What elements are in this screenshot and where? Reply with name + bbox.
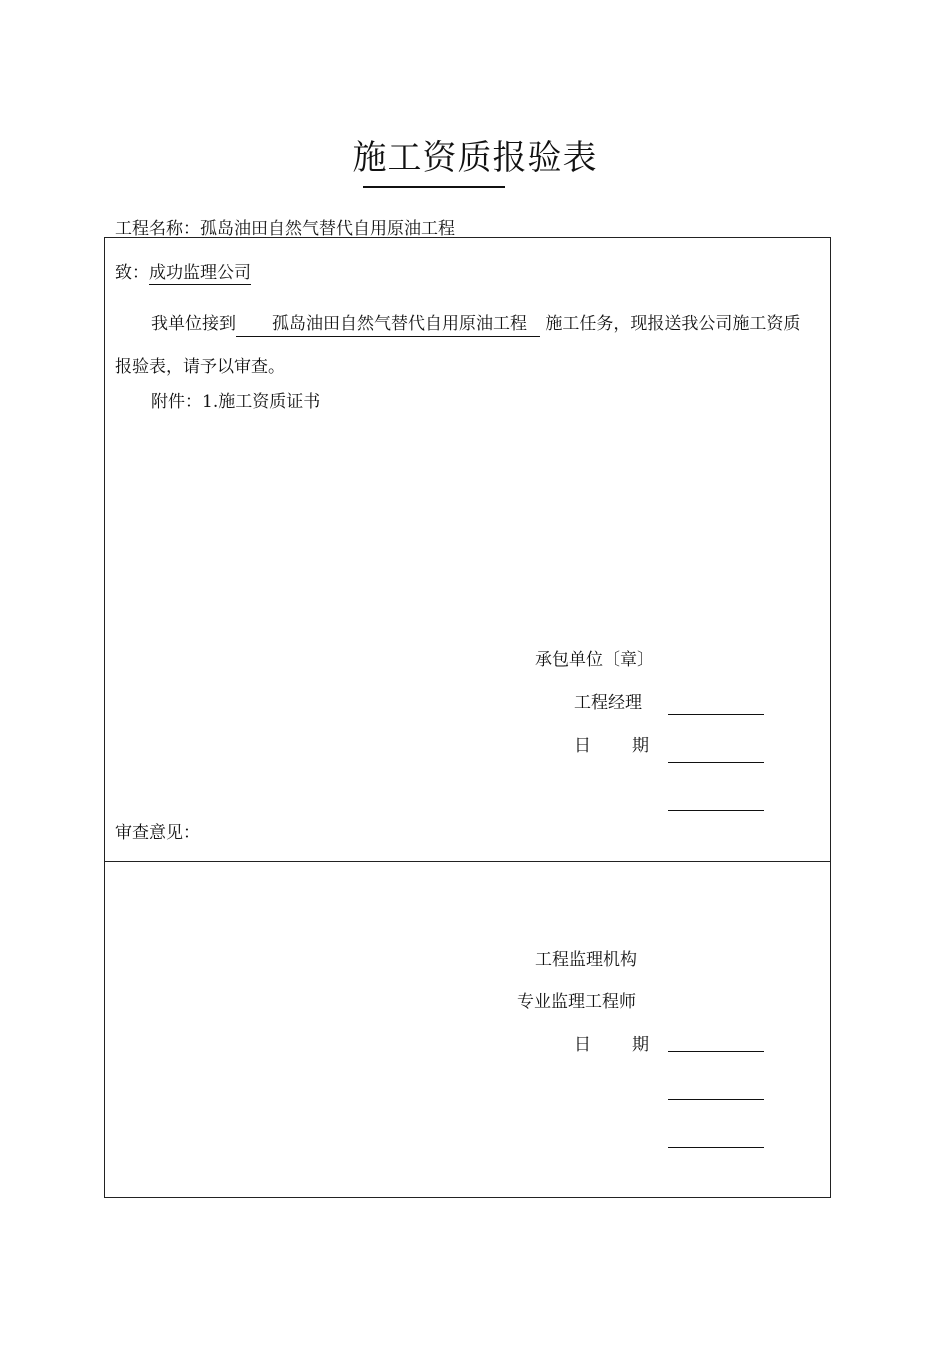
supervision-org-label: 工程监理机构 [535, 950, 637, 970]
addressee-value: 成功监理公司 [149, 263, 251, 283]
page-title: 施工资质报验表 [352, 138, 598, 178]
contractor-date-line[interactable] [668, 762, 764, 763]
letter-body-project: 孤岛油田自然气替代自用原油工程 [236, 312, 540, 337]
title-underline [363, 186, 505, 188]
supervisor-date-char-1: 日 [574, 1035, 591, 1055]
addressee-label: 致： [115, 263, 149, 283]
project-label: 工程名称： [115, 219, 200, 239]
contractor-date-char-1: 日 [574, 736, 591, 756]
contractor-unit-label: 承包单位〔章〕 [535, 650, 654, 670]
supervisor-date-line[interactable] [668, 1051, 764, 1052]
project-name: 孤岛油田自然气替代自用原油工程 [200, 219, 455, 239]
project-manager-signature-line[interactable] [668, 714, 764, 715]
contractor-date-char-2: 期 [632, 736, 649, 756]
supervisor-extra-line-1[interactable] [668, 1099, 764, 1100]
letter-body [115, 303, 815, 389]
contractor-extra-line[interactable] [668, 810, 764, 811]
supervision-engineer-label: 专业监理工程师 [517, 992, 636, 1012]
letter-body-prefix: 我单位接到 [151, 314, 236, 334]
review-opinion-label: 审查意见： [115, 823, 200, 843]
letter-body-suffix: 施工任务，现报送我公司施工资质报验表，请予以审查。 [115, 314, 801, 377]
addressee-line [115, 260, 251, 286]
supervisor-date-char-2: 期 [632, 1035, 649, 1055]
attachment-line: 附件：1.施工资质证书 [151, 392, 321, 412]
supervisor-extra-line-2[interactable] [668, 1147, 764, 1148]
project-manager-label: 工程经理 [574, 693, 642, 713]
